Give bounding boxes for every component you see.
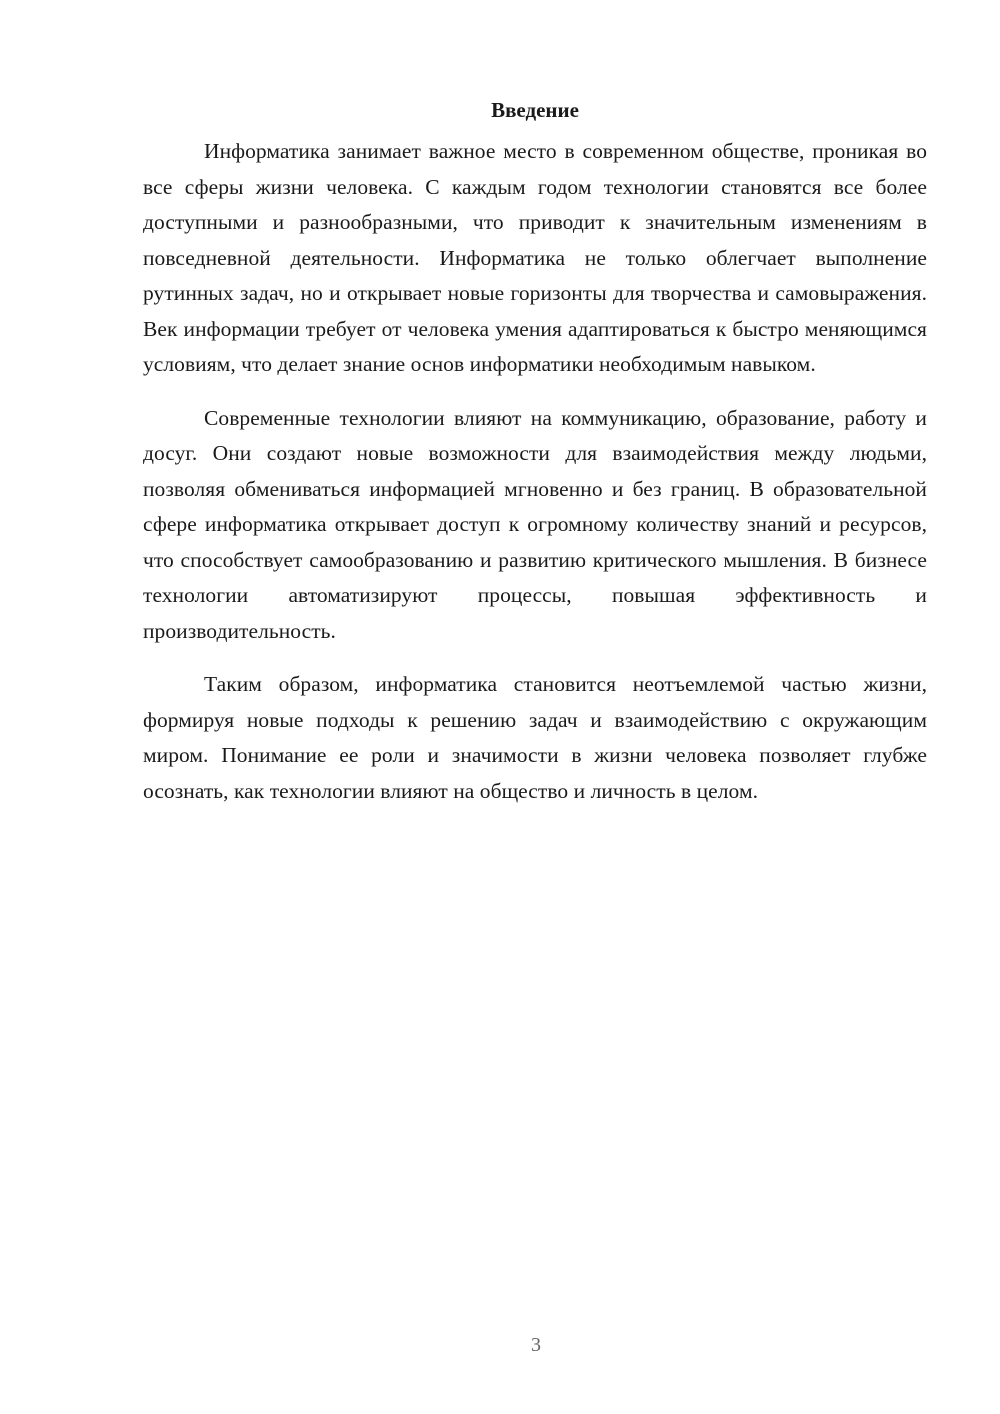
paragraph-2: Современные технологии влияют на коммуникацию, образование, работу и досуг. Они создают новые возможности для взаимодействия между людьми, позволяя обмениваться информацией мгновенно и без границ. В образовательной сфере информатика открывает доступ к огромному количеству знаний и ресурсов, что способствует самообразованию и развитию критического мышления. В бизнесе технологии автоматизируют процессы, повышая эффективность и производительность. xyxy=(143,405,927,643)
paragraph-3: Таким образом, информатика становится неотъемлемой частью жизни, формируя новые подходы к решению задач и взаимодействию с окружающим миром. Понимание ее роли и значимости в жизни человека позволяет глубже осознать, как технологии влияют на общество и личность в целом. xyxy=(143,672,927,803)
section-title: Введение xyxy=(491,98,579,122)
page-content xyxy=(143,92,927,827)
paragraph-1: Информатика занимает важное место в современном обществе, проникая во все сферы жизни человека. С каждым годом технологии становятся все более доступными и разнообразными, что приводит к значительным изменениям в повседневной деятельности. Информатика не только облегчает выполнение рутинных задач, но и открывает новые горизонты для творчества и самовыражения. Век информации требует от человека умения адаптироваться к быстро меняющимся условиям, что делает знание основ информатики необходимым навыком. xyxy=(143,139,927,376)
page-number: 3 xyxy=(531,1334,541,1356)
